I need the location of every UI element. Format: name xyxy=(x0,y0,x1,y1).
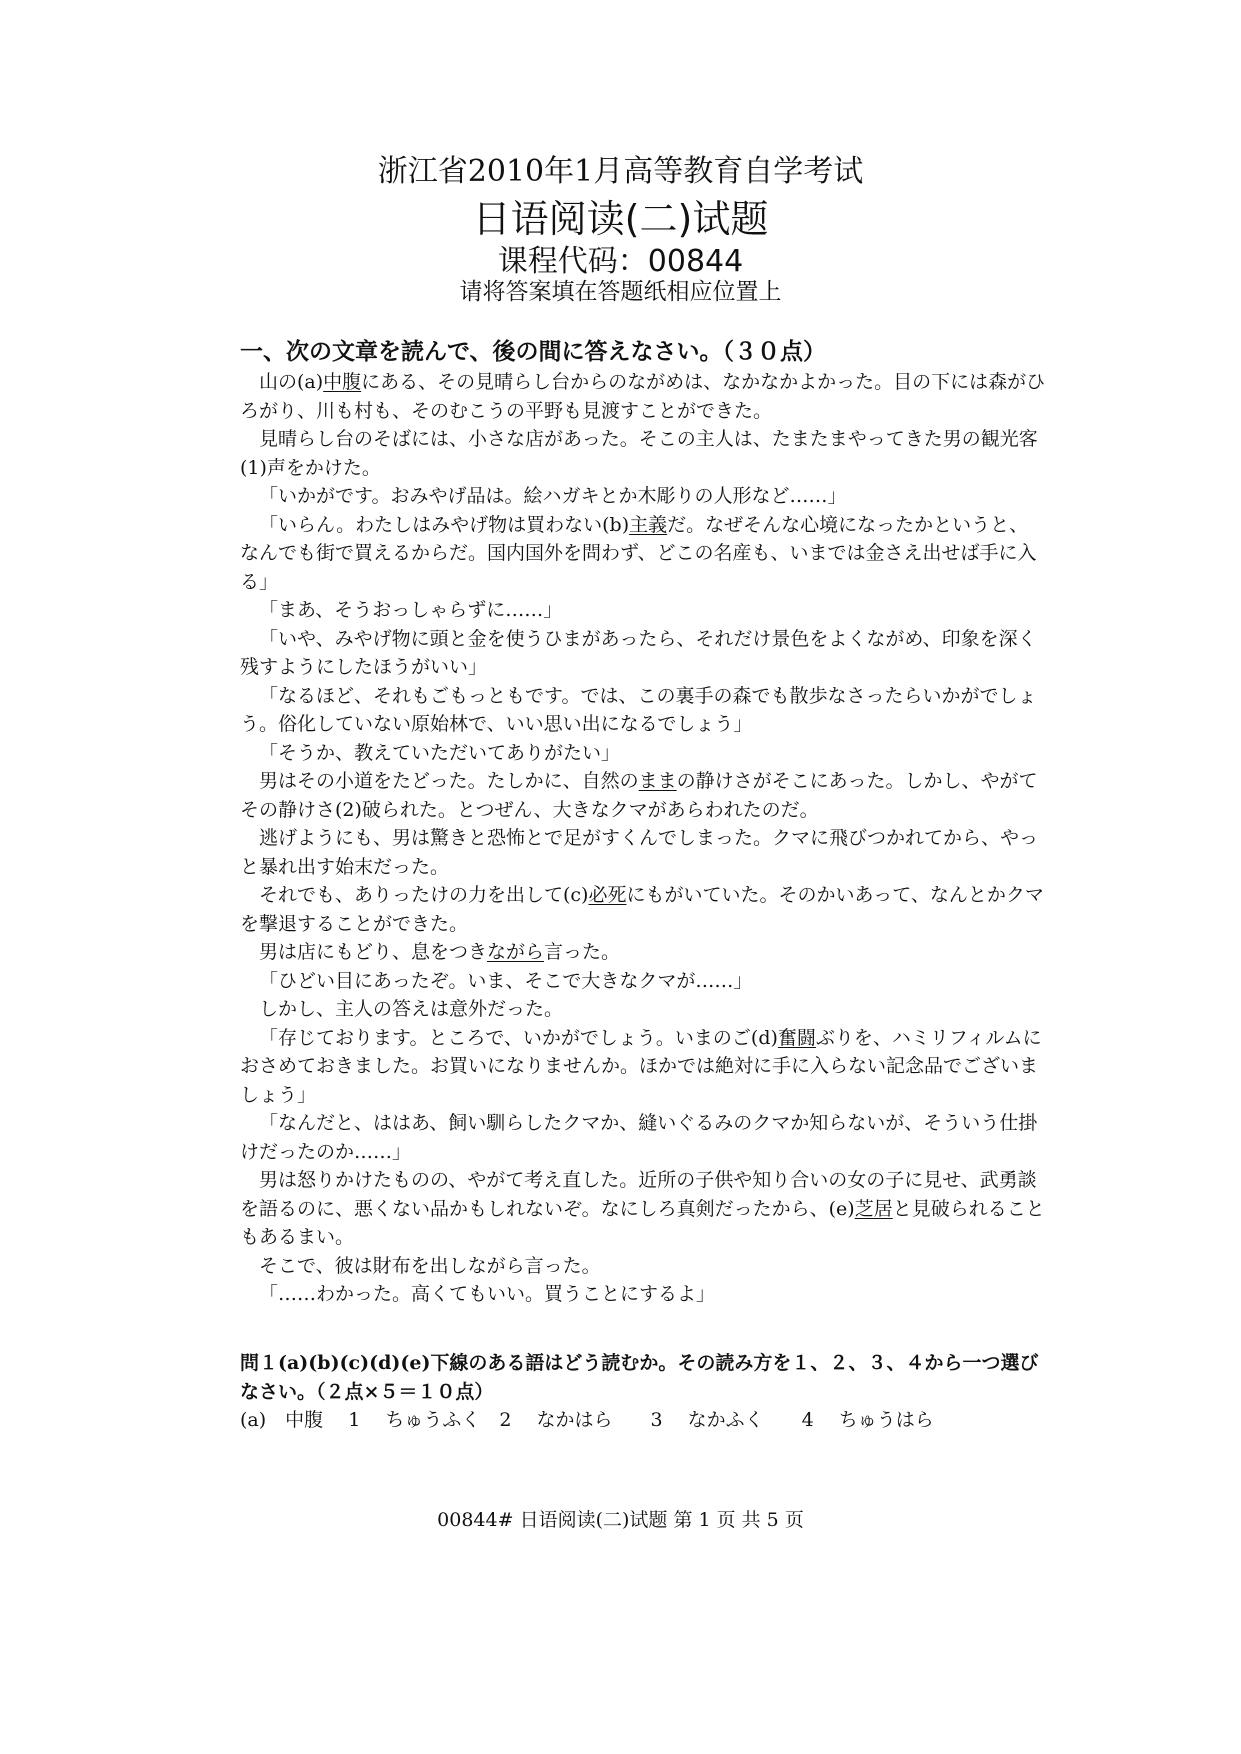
paragraph-text: 「存じております。ところで、いかがでしょう。いまのご(d) xyxy=(259,1026,778,1049)
passage-paragraph xyxy=(240,425,1047,482)
paragraph-text: 「そうか、教えていただいてありがたい」 xyxy=(259,741,621,764)
passage-paragraph xyxy=(240,1166,1047,1252)
paragraph-text: 「なんだと、ははあ、飼い馴らしたクマか、縫いぐるみのクマか知らないが、そういう仕掛けだったのか……」 xyxy=(240,1112,1038,1163)
passage-paragraph xyxy=(240,1280,1047,1309)
paragraph-text: 「いや、みやげ物に頭と金を使うひまがあったら、それだけ景色をよくながめ、印象を深く残すようにしたほうがいい」 xyxy=(240,627,1037,678)
paragraph-text: それでも、ありったけの力を出して(c) xyxy=(259,884,589,906)
paragraph-text: と見破られることもあるまい。 xyxy=(240,1197,1045,1248)
passage-paragraph xyxy=(240,1109,1047,1166)
exam-header-line1: 浙江省2010年1月高等教育自学考试 xyxy=(377,154,864,189)
paragraph-text: ぶりを、ハミリフィルムにおさめておきました。お買いになりませんか。ほかでは絶対に手に入らない記念品でございましょう」 xyxy=(240,1026,1042,1106)
passage-paragraph xyxy=(240,625,1047,682)
question-1-prompt: 問１(a)(b)(c)(d)(e)下線のある語はどう読むか。その読み方を１、２、３、４から一つ選びなさい。（２点×５＝１０点） xyxy=(240,1352,1039,1403)
question-1 xyxy=(240,1349,1047,1435)
exam-title: 日语阅读(二)试题 xyxy=(472,197,769,241)
passage-paragraph xyxy=(240,824,1047,881)
paragraph-text: 男は店にもどり、息をつき xyxy=(259,941,488,963)
underlined-word: 必死 xyxy=(588,884,627,906)
passage-paragraph xyxy=(240,682,1047,739)
passage-paragraph xyxy=(240,1024,1047,1110)
paragraph-text: 「いかがです。おみやげ品は。絵ハガキとか木彫りの人形など……」 xyxy=(259,485,847,507)
passage-paragraph xyxy=(240,511,1047,597)
underlined-word: ながら xyxy=(487,941,545,963)
paragraph-text: 山の(a) xyxy=(259,371,324,393)
passage-paragraph xyxy=(240,596,1047,625)
passage-paragraph xyxy=(240,995,1047,1024)
page-footer: 00844# 日语阅读(二)试题 第 1 页 共 5 页 xyxy=(437,1509,804,1531)
paragraph-text: そこで、彼は財布を出しながら言った。 xyxy=(259,1254,601,1277)
paragraph-text: 「ひどい目にあったぞ。いま、そこで大きなクマが……」 xyxy=(259,969,753,992)
paragraph-text: にもがいていた。そのかいあって、なんとかクマを撃退することができた。 xyxy=(240,884,1044,935)
answer-instruction: 请将答案填在答题纸相应位置上 xyxy=(459,279,782,305)
course-code: 课程代码：00844 xyxy=(497,244,744,279)
reading-passage xyxy=(240,368,1047,1309)
underlined-word: 主義 xyxy=(629,513,668,536)
underlined-word: 芝居 xyxy=(854,1197,893,1220)
paragraph-text: にある、その見晴らし台からのながめは、なかなかよかった。目の下には森がひろがり、川も村も、そのむこうの平野も見渡すことができた。 xyxy=(240,371,1046,422)
paragraph-text: 見晴らし台のそばには、小さな店があった。そこの主人は、たまたまやってきた男の観光客(1)声をかけた。 xyxy=(240,428,1038,479)
passage-paragraph xyxy=(240,1252,1047,1281)
paragraph-text: 「なるほど、それもごもっともです。では、この裏手の森でも散歩なさったらいかがでしょう。俗化していない原始林で、いい思い出になるでしょう」 xyxy=(240,684,1037,735)
paragraph-text: 男はその小道をたどった。たしかに、自然の xyxy=(259,770,639,792)
paragraph-text: の静けさがそこにあった。しかし、やがてその静けさ(2)破られた。とつぜん、大きなクマがあらわれたのだ。 xyxy=(240,770,1038,821)
paragraph-text: 男は怒りかけたものの、やがて考え直した。近所の子供や知り合いの女の子に見せ、武勇談を語るのに、悪くない品かもしれないぞ。なにしろ真剣だったから、(e) xyxy=(240,1169,1037,1220)
passage-paragraph xyxy=(240,739,1047,768)
passage-paragraph xyxy=(240,368,1047,425)
underlined-word: まま xyxy=(638,770,677,792)
paragraph-text: 逃げようにも、男は驚きと恐怖とで足がすくんでしまった。クマに飛びつかれてから、やっと暴れ出す始末だった。 xyxy=(240,827,1039,878)
passage-paragraph xyxy=(240,482,1047,511)
underlined-word: 奮闘 xyxy=(777,1026,816,1049)
paragraph-text: 言った。 xyxy=(544,941,621,963)
passage-paragraph xyxy=(240,767,1047,824)
paragraph-text: しかし、主人の答えは意外だった。 xyxy=(259,998,564,1020)
paragraph-text: 「いらん。わたしはみやげ物は買わない(b) xyxy=(259,513,630,536)
section-title: 一、次の文章を読んで、後の間に答えなさい。（３０点） xyxy=(240,339,827,365)
passage-paragraph xyxy=(240,967,1047,996)
paragraph-text: 「まあ、そうおっしゃらずに……」 xyxy=(259,599,563,621)
question-1-options-a: (a) 中腹 1 ちゅうふく 2 なかはら 3 なかふく 4 ちゅうはら xyxy=(240,1409,934,1431)
passage-paragraph xyxy=(240,938,1047,967)
passage-paragraph xyxy=(240,881,1047,938)
underlined-word: 中腹 xyxy=(323,371,362,393)
paragraph-text: 「……わかった。高くてもいい。買うことにするよ」 xyxy=(259,1283,716,1305)
paragraph-text: だ。なぜそんな心境になったかというと、なんでも街で買えるからだ。国内国外を問わず、どこの名産も、いまでは金さえ出せば手に入る」 xyxy=(240,513,1037,593)
